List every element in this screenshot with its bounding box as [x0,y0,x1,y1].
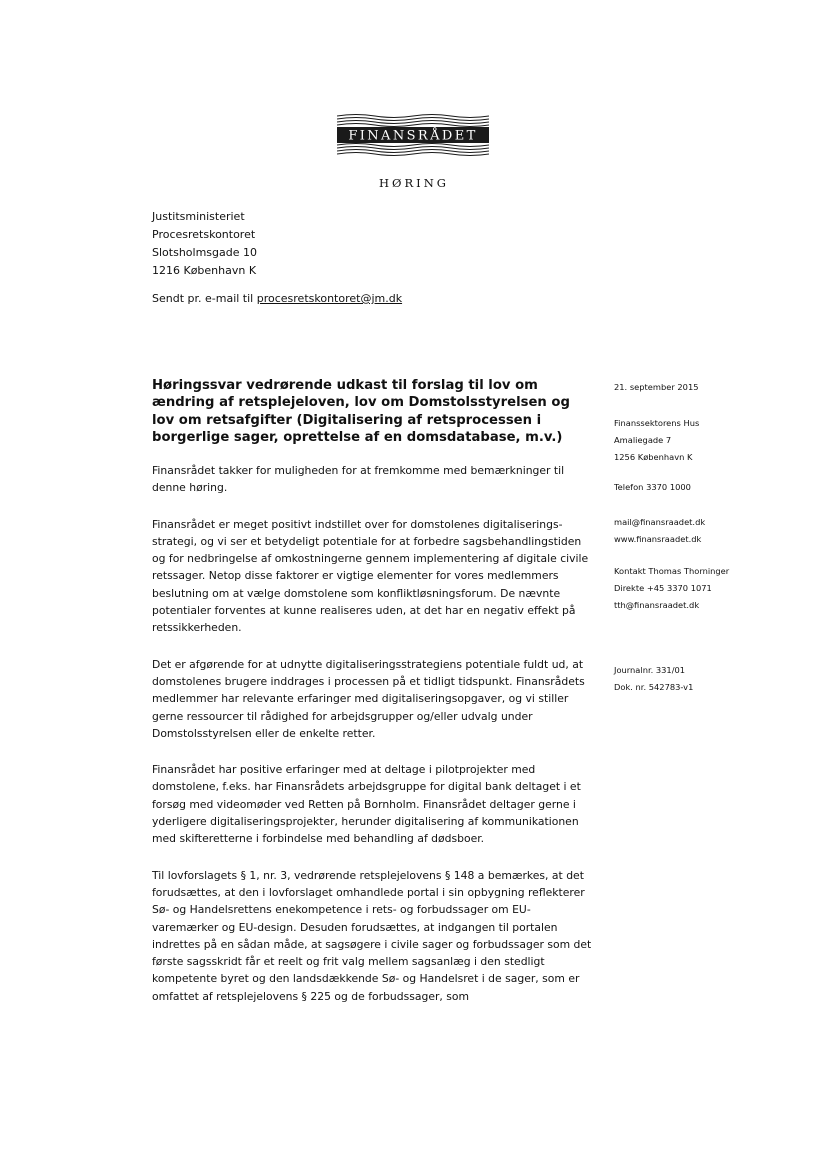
document-type-heading: HØRING [379,176,449,190]
journal-number: Journalnr. 331/01 [614,665,686,675]
contact-direct-phone: Direkte +45 3370 1071 [614,583,712,593]
sent-line [152,292,402,305]
body-paragraph: Det er afgørende for at udnytte digitaliseringsstrategiens potentiale fuldt ud, at domstolenes brugere inddrages i processen på et tidligt tidspunkt. Finansrådets medlemmer har relevante erfaringer med digitaliseringsopgaver, og vi stiller gerne ressourcer til rådighed for arbejdsgrupper og/eller udvalg under Domstolsstyrelsen eller de enkelte retter. [152,657,585,740]
contact-email[interactable]: tth@finansraadet.dk [614,600,700,610]
body-paragraph: Til lovforslagets § 1, nr. 3, vedrørende retsplejelovens § 148 a bemærkes, at det forudsættes, at den i lovforslaget omhandlede portal i sin opbygning reflekterer Sø- og Handelsrettens enekompetence i rets- og forbudssager om EU-varemærker og EU-design. Desuden forudsættes, at indgangen til portalen indrettes på en sådan måde, at sagsøgere i civile sager og forbudssager som det første sagsskridt får et reelt og frit valg mellem sagsanlæg i den stedligt kompetente byret og den landsdækkende Sø- og Handelsret i de sager, som er omfattet af retsplejelovens § 225 og de forbudssager, som [152,868,592,1003]
letter-date: 21. september 2015 [614,382,699,392]
document-reference [614,662,693,696]
body-paragraph: Finansrådet har positive erfaringer med at deltage i pilotprojekter med domstolene, f.eks. har Finansrådets arbejdsgruppe for digital bank deltaget i et forsøg med videomøder ved Retten på Bornholm. Finansrådet deltager gerne i yderligere digitaliseringsprojekter, herunder digitalisering af kommunikationen med skifteretterne i forbindelse med behandling af dødsboer. [152,763,581,846]
recipient-line: Justitsministeriet [152,210,245,223]
sender-address-line: 1256 København K [614,452,693,462]
sender-address-line: Amaliegade 7 [614,435,672,445]
sender-address [614,415,699,466]
logo-text: FINANSRÅDET [348,128,478,144]
body-paragraph: Finansrådet takker for muligheden for at fremkomme med bemærkninger til denne høring. [152,464,565,495]
sender-phone: Telefon 3370 1000 [614,482,691,492]
body-paragraph: Finansrådet er meget positivt indstillet over for domstolenes digitaliseringsstrategi, og vi ser et betydeligt potentiale for at forbedre sagsbehandlingstiden og for nedbringelse af omkostningerne gennem implementering af digitale civile retssager. Netop disse faktorer er vigtige elementer for vores medlemmers beslutning om at vælge domstolene som konfliktløsningsforum. De nævnte potentialer forventes at kunne realiseres uden, at det har en negativ effekt på retssikkerheden. [152,517,589,635]
sender-email[interactable]: mail@finansraadet.dk [614,517,706,527]
document-title: Høringssvar vedrørende udkast til forslag til lov om ændring af retsplejeloven, lov om Domstolsstyrelsen og lov om retsafgifter (Digitalisering af retsprocessen i borgerlige sager, oprettelse af en domsdatabase, m.v.) [152,378,570,445]
recipient-address [152,208,257,280]
document-number: Dok. nr. 542783-v1 [614,682,694,692]
letter-body [152,462,592,1024]
logo-wave-graphic [337,113,489,157]
sender-website[interactable]: www.finansraadet.dk [614,534,702,544]
recipient-line: Slotsholmsgade 10 [152,246,257,259]
sender-address-line: Finanssektorens Hus [614,418,700,428]
sender-online [614,514,705,548]
contact-name: Kontakt Thomas Thorninger [614,566,730,576]
sent-prefix: Sendt pr. e-mail til [152,292,257,305]
recipient-line: Procesretskontoret [152,228,256,241]
finansraadet-logo [337,113,489,157]
contact-person [614,563,729,614]
recipient-email-link[interactable]: procesretskontoret@jm.dk [256,292,403,305]
recipient-line: 1216 København K [152,264,257,277]
